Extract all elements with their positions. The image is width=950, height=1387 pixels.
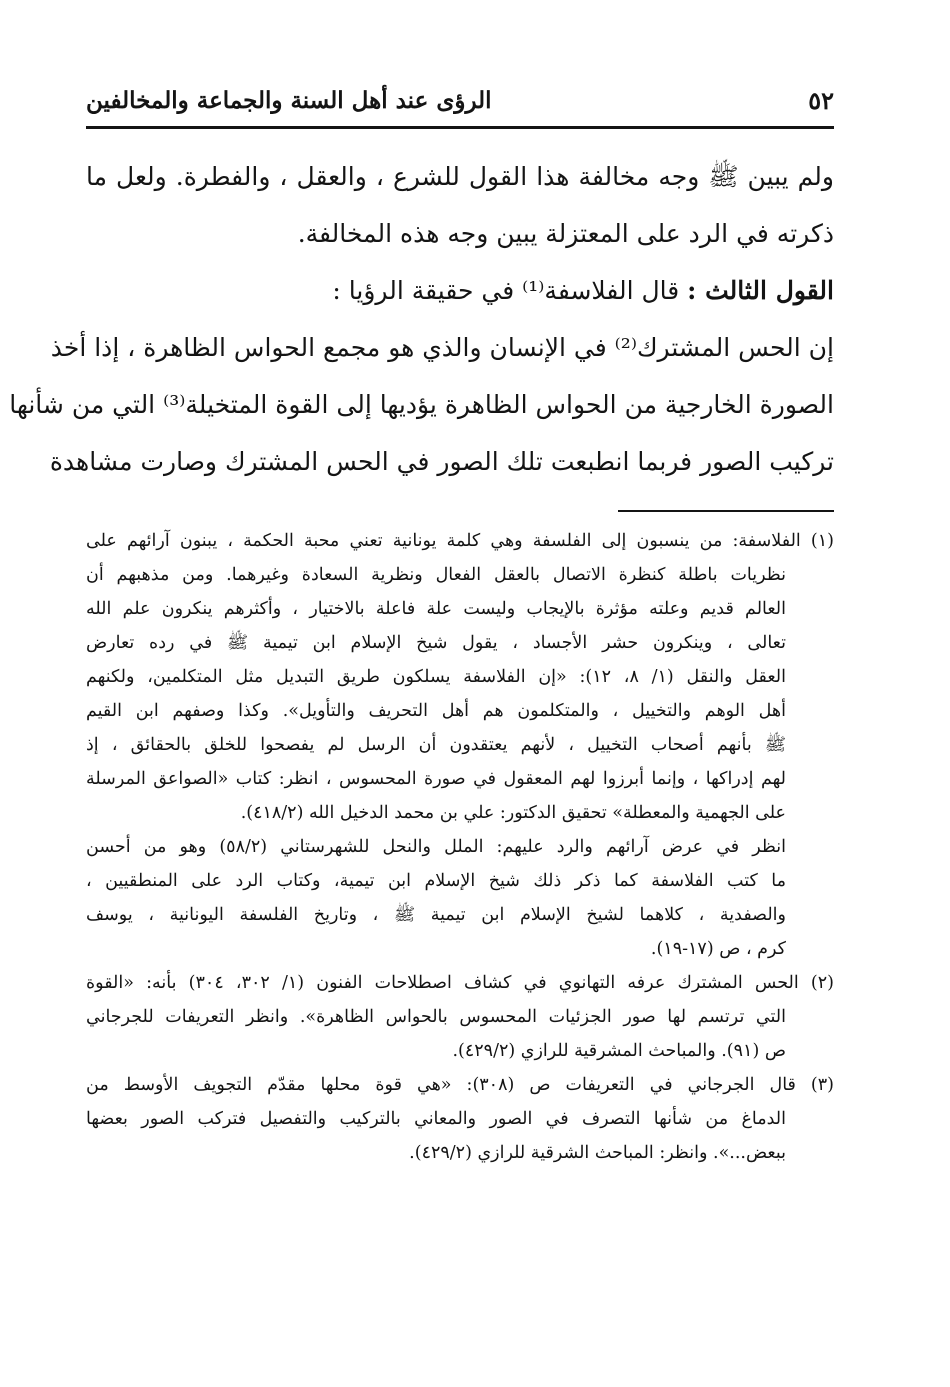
footnote-line: انظر في عرض آرائهم والرد عليهم: الملل والنحل للشهرستاني (٥٨/٢) وهو من أحسن bbox=[86, 837, 786, 857]
body-line: إن الحس المشترك⁽²⁾ في الإنسان والذي هو مجمع الحواس الظاهرة ، إذا أخذ bbox=[50, 332, 834, 362]
footnote-3 bbox=[86, 1068, 834, 1170]
footnote-line: لهم إدراكها ، وإنما أبرزوا لهم المعقول في صورة المحسوس ، انظر: كتاب «الصواعق المرسلة bbox=[86, 769, 786, 789]
footnote-line: (٢) الحس المشترك عرفه التهانوي في كشاف اصطلاحات الفنون (١/ ٣٠٢، ٣٠٤) بأنه: «القوة bbox=[86, 973, 834, 993]
section-heading-rest: قال الفلاسفة⁽¹⁾ في حقيقة الرؤيا : bbox=[332, 275, 688, 305]
running-title: الرؤى عند أهل السنة والجماعة والمخالفين bbox=[86, 86, 492, 114]
footnote-line: كرم ، ص (١٧-١٩). bbox=[650, 939, 786, 959]
body-line: الصورة الخارجية من الحواس الظاهرة يؤديها إلى القوة المتخيلة⁽³⁾ التي من شأنها bbox=[9, 389, 834, 419]
body-line: ولم يبين ﷺ وجه مخالفة هذا القول للشرع ، والعقل ، والفطرة. ولعل ما bbox=[86, 161, 834, 191]
footnote-line: نظريات باطلة كنظرة الاتصال بالعقل الفعال ونظرية السعادة وغيرهما. ومن مذهبهم أن bbox=[86, 565, 786, 585]
footnote-line: الدماغ من شأنها التصرف في الصور والمعاني بالتركيب والتفصيل فتركب الصور بعضها bbox=[86, 1109, 786, 1129]
section-heading: القول الثالث : bbox=[687, 275, 834, 305]
footnote-line: أهل الوهم والتخييل ، والمتكلمون هم أهل التحريف والتأويل». وكذا وصفهم ابن القيم bbox=[86, 701, 786, 721]
footnote-line: تعالى ، وينكرون حشر الأجساد ، يقول شيخ الإسلام ابن تيمية ﷺ في رده تعارض bbox=[86, 633, 786, 653]
footnote-line: (٣) قال الجرجاني في التعريفات ص (٣٠٨): «هي قوة محلها مقدّم التجويف الأوسط من bbox=[86, 1075, 834, 1095]
footnote-2 bbox=[86, 966, 834, 1068]
footnote-line: العالم قديم وعلته مؤثرة بالإيجاب وليست علة فاعلة بالاختيار ، وأكثرهم ينكرون علم الله bbox=[86, 599, 786, 619]
section-heading-line bbox=[86, 262, 834, 319]
footnote-line: ببعض...». وانظر: المباحث الشرقية للرازي (٤٢٩/٢). bbox=[409, 1143, 786, 1163]
footnote-line: العقل والنقل (١/ ٨، ١٢): «إن الفلاسفة يسلكون طريق التبديل مثل المتكلمين، ولكنهم bbox=[86, 667, 786, 687]
footnote-line: ص (٩١). والمباحث المشرقية للرازي (٤٢٩/٢). bbox=[452, 1041, 786, 1061]
header-rule bbox=[86, 126, 834, 129]
footnote-line: (١) الفلاسفة: من ينسبون إلى الفلسفة وهي كلمة يونانية تعني محبة الحكمة ، يبنون آرائهم على bbox=[86, 531, 834, 551]
footnote-line: والصفدية ، كلاهما لشيخ الإسلام ابن تيمية ﷺ ، وتاريخ الفلسفة اليونانية ، يوسف bbox=[86, 905, 786, 925]
footnote-line: على الجهمية والمعطلة» تحقيق الدكتور: علي بن محمد الدخيل الله (٤١٨/٢). bbox=[240, 803, 786, 823]
body-line: تركيب الصور فربما انطبعت تلك الصور في الحس المشترك وصارت مشاهدة bbox=[49, 446, 834, 476]
footnote-separator bbox=[618, 510, 834, 512]
running-header bbox=[86, 78, 834, 122]
footnote-line: التي ترتسم لها صور الجزئيات المحسوس بالحواس الظاهرة». وانظر التعريفات للجرجاني bbox=[86, 1007, 786, 1027]
footnote-1 bbox=[86, 524, 834, 966]
footnotes bbox=[86, 524, 834, 1170]
body-line: ذكرته في الرد على المعتزلة يبين وجه هذه المخالفة. bbox=[297, 218, 834, 248]
page-number: ٥٢ bbox=[808, 85, 834, 115]
main-text bbox=[9, 148, 834, 490]
footnote-line: ما كتب الفلاسفة كما ذكر ذلك شيخ الإسلام ابن تيمية، وكتاب الرد على المنطقيين ، bbox=[86, 871, 786, 891]
footnote-line: ﷺ بأنهم أصحاب التخييل ، لأنهم يعتقدون أن الرسل لم يفصحوا للخلق بالحقائق ، إذ bbox=[86, 735, 786, 755]
